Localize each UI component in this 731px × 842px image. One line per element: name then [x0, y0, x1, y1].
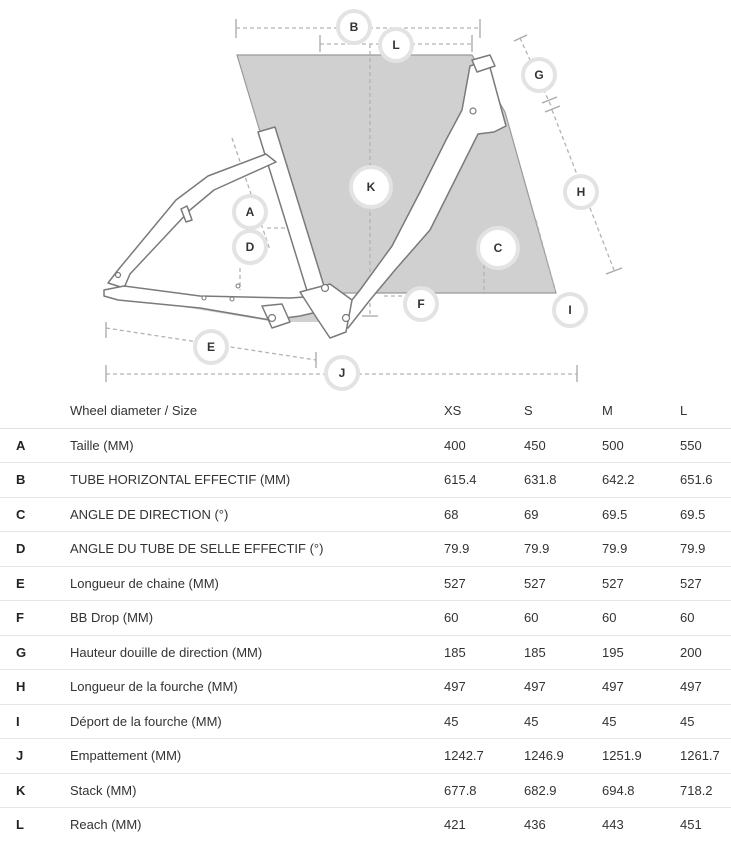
table-row: [0, 773, 731, 808]
marker-j: [326, 357, 358, 389]
table-row: [0, 532, 731, 567]
marker-b: [338, 11, 370, 43]
row-letter: A: [0, 428, 70, 463]
row-value-l: 45: [680, 704, 731, 739]
row-letter: G: [0, 635, 70, 670]
row-value-s: 682.9: [524, 773, 602, 808]
marker-h-label: H: [576, 185, 586, 199]
row-letter: L: [16, 817, 24, 833]
row-value-xs: 60: [444, 601, 524, 636]
marker-f-label: F: [417, 297, 425, 311]
row-value-s: 185: [524, 635, 602, 670]
row-value-l: 200: [680, 635, 731, 670]
row-letter: K: [0, 773, 70, 808]
row-value-m: 694.8: [602, 773, 680, 808]
row-value-xs: 185: [444, 635, 524, 670]
row-value-m: 527: [602, 566, 680, 601]
marker-l-label: L: [392, 38, 400, 52]
row-value-m: 69.5: [602, 497, 680, 532]
table-row: [0, 497, 731, 532]
table-row: [0, 704, 731, 739]
row-value-l: 497: [680, 670, 731, 705]
row-name: Déport de la fourche (MM): [70, 704, 444, 739]
table-row: [0, 463, 731, 498]
marker-c-label: C: [493, 241, 503, 255]
row-value-s: 436: [524, 817, 546, 833]
row-name: Stack (MM): [70, 773, 444, 808]
table-row: [0, 601, 731, 636]
row-name: Longueur de la fourche (MM): [70, 670, 444, 705]
row-letter: J: [0, 739, 70, 774]
row-value-l: 527: [680, 566, 731, 601]
marker-i-label: I: [568, 303, 572, 317]
marker-e-label: E: [206, 340, 216, 354]
marker-d-label: D: [245, 240, 255, 254]
marker-f: [405, 288, 437, 320]
row-value-l: 1261.7: [680, 739, 731, 774]
row-value-l: 651.6: [680, 463, 731, 498]
row-name: Reach (MM): [70, 817, 142, 833]
row-value-l: 60: [680, 601, 731, 636]
row-value-l: 718.2: [680, 773, 731, 808]
row-value-m: 60: [602, 601, 680, 636]
row-letter: C: [0, 497, 70, 532]
row-value-xs: 677.8: [444, 773, 524, 808]
header-size-m: M: [602, 394, 680, 428]
row-value-m: 500: [602, 428, 680, 463]
header-size-l: L: [680, 394, 731, 428]
row-letter: I: [0, 704, 70, 739]
row-name: Empattement (MM): [70, 739, 444, 774]
row-name: ANGLE DU TUBE DE SELLE EFFECTIF (°): [70, 532, 444, 567]
marker-b-label: B: [349, 20, 359, 34]
row-name: BB Drop (MM): [70, 601, 444, 636]
marker-h: [565, 176, 597, 208]
row-letter: E: [0, 566, 70, 601]
table-row: [0, 808, 731, 842]
row-value-s: 497: [524, 670, 602, 705]
table-header-row: [0, 394, 731, 428]
marker-c: [478, 228, 518, 268]
table-row: [0, 635, 731, 670]
row-value-s: 69: [524, 497, 602, 532]
row-letter: H: [0, 670, 70, 705]
row-value-m: 45: [602, 704, 680, 739]
row-value-m: 642.2: [602, 463, 680, 498]
table-row: [0, 428, 731, 463]
row-name: Taille (MM): [70, 428, 444, 463]
row-name: Longueur de chaine (MM): [70, 566, 444, 601]
row-value-s: 60: [524, 601, 602, 636]
row-name: TUBE HORIZONTAL EFFECTIF (MM): [70, 463, 444, 498]
marker-e: [195, 331, 227, 363]
marker-i: [554, 294, 586, 326]
row-value-xs: 421: [444, 817, 466, 833]
row-value-xs: 1242.7: [444, 739, 524, 774]
row-value-l: 69.5: [680, 497, 731, 532]
marker-a: [234, 196, 266, 228]
row-value-m: 1251.9: [602, 739, 680, 774]
row-value-l: 79.9: [680, 532, 731, 567]
row-value-m: 497: [602, 670, 680, 705]
table-row: [0, 670, 731, 705]
row-value-s: 1246.9: [524, 739, 602, 774]
header-size-xs: XS: [444, 394, 524, 428]
row-letter: D: [0, 532, 70, 567]
header-label: Wheel diameter / Size: [70, 394, 444, 428]
row-value-xs: 497: [444, 670, 524, 705]
row-value-l: 451: [680, 817, 702, 833]
marker-a-label: A: [245, 205, 255, 219]
row-name: Hauteur douille de direction (MM): [70, 635, 444, 670]
row-letter: F: [0, 601, 70, 636]
row-value-xs: 79.9: [444, 532, 524, 567]
row-value-xs: 400: [444, 428, 524, 463]
table-row: [0, 566, 731, 601]
table-row: [0, 739, 731, 774]
row-value-l: 550: [680, 428, 731, 463]
row-value-s: 450: [524, 428, 602, 463]
row-value-xs: 68: [444, 497, 524, 532]
row-value-m: 443: [602, 817, 624, 833]
marker-d: [234, 231, 266, 263]
row-letter: B: [0, 463, 70, 498]
marker-j-label: J: [338, 366, 346, 380]
row-value-s: 527: [524, 566, 602, 601]
row-value-s: 631.8: [524, 463, 602, 498]
marker-l: [380, 29, 412, 61]
row-name: ANGLE DE DIRECTION (°): [70, 497, 444, 532]
row-value-s: 79.9: [524, 532, 602, 567]
bike-geometry-diagram: [0, 0, 715, 392]
geometry-table: [0, 394, 731, 842]
header-letter-cell: [0, 394, 70, 428]
row-value-m: 195: [602, 635, 680, 670]
marker-g: [523, 59, 555, 91]
row-value-xs: 527: [444, 566, 524, 601]
row-value-xs: 45: [444, 704, 524, 739]
marker-g-label: G: [534, 68, 544, 82]
row-value-m: 79.9: [602, 532, 680, 567]
marker-k: [351, 167, 391, 207]
row-value-xs: 615.4: [444, 463, 524, 498]
marker-k-label: K: [366, 180, 376, 194]
header-size-s: S: [524, 394, 602, 428]
row-value-s: 45: [524, 704, 602, 739]
